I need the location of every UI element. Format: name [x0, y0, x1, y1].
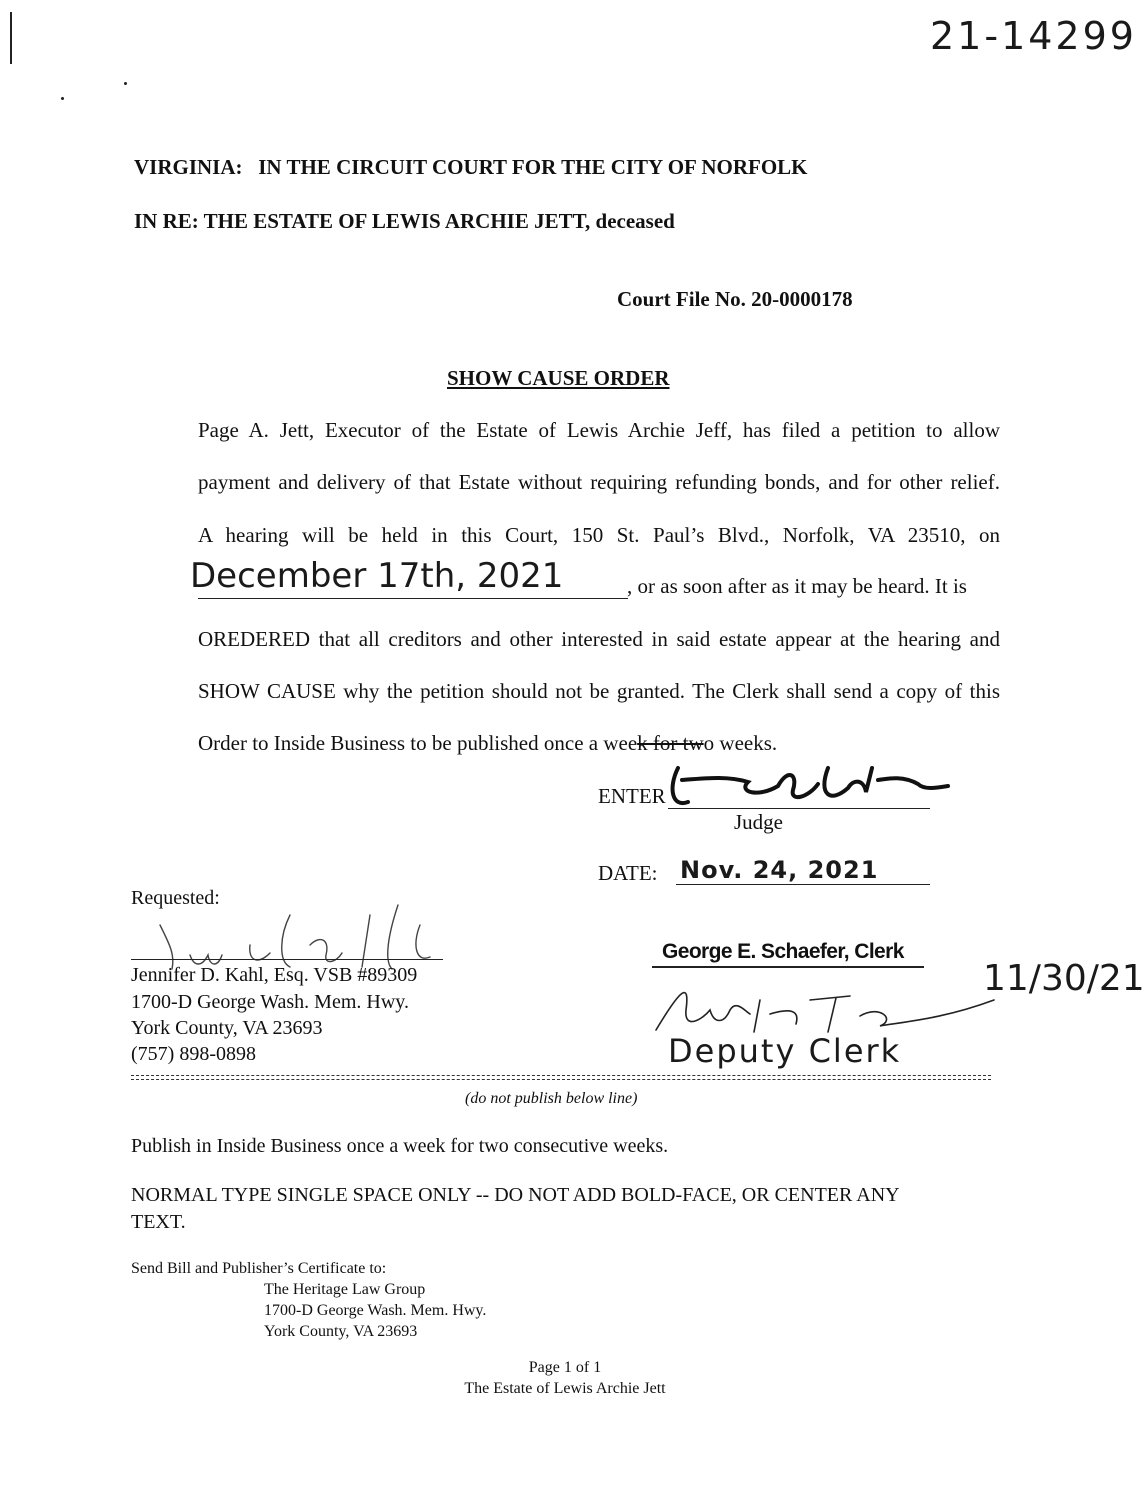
body-line-7 — [198, 731, 777, 756]
court-heading: VIRGINIA: IN THE CIRCUIT COURT FOR THE CITY OF NORFOLK — [134, 155, 808, 179]
enter-label: ENTER — [598, 784, 666, 808]
attorney-signature — [130, 895, 450, 975]
hearing-date-handwritten: December 17th, 2021 — [190, 556, 564, 596]
clerk-date-handwritten: 11/30/21 — [983, 958, 1145, 999]
body-line-1: Page A. Jett, Executor of the Estate of Lewis Archie Jeff, has filed a petition to allow — [198, 418, 1000, 442]
deputy-clerk-handwritten: Deputy Clerk — [668, 1032, 902, 1070]
date-line — [676, 884, 930, 885]
date-label: DATE: — [598, 861, 658, 885]
do-not-publish-note: (do not publish below line) — [465, 1090, 638, 1107]
type-instruction-1: NORMAL TYPE SINGLE SPACE ONLY -- DO NOT ADD BOLD-FACE, OR CENTER ANY — [131, 1184, 900, 1206]
type-instruction-2: TEXT. — [131, 1211, 186, 1233]
attorney-name: Jennifer D. Kahl, Esq. VSB #89309 — [131, 964, 418, 986]
attorney-signature-line — [131, 959, 443, 960]
attorney-address-1: 1700-D George Wash. Mem. Hwy. — [131, 991, 409, 1013]
scan-margin-line — [10, 12, 12, 64]
attorney-address-2: York County, VA 23693 — [131, 1017, 323, 1039]
clerk-stamp: George E. Schaefer, Clerk — [662, 940, 904, 963]
body-line-7-end: o weeks. — [703, 731, 778, 755]
judge-label: Judge — [734, 810, 783, 834]
page-number: Page 1 of 1 — [528, 1359, 602, 1376]
scan-speck — [124, 82, 127, 85]
hearing-date-blank — [198, 598, 628, 599]
estate-heading: IN RE: THE ESTATE OF LEWIS ARCHIE JETT, deceased — [134, 209, 675, 233]
judge-signature — [668, 758, 958, 818]
requested-label: Requested: — [131, 887, 220, 909]
signed-date-handwritten: Nov. 24, 2021 — [680, 856, 879, 884]
hearing-date-line — [190, 554, 1000, 604]
court-file-number: Court File No. 20-0000178 — [617, 287, 853, 311]
send-bill-address-1: 1700-D George Wash. Mem. Hwy. — [264, 1302, 487, 1319]
clerk-stamp-line — [652, 966, 924, 968]
deputy-clerk-signature — [650, 980, 1000, 1040]
send-bill-name: The Heritage Law Group — [264, 1281, 426, 1298]
footer-estate: The Estate of Lewis Archie Jett — [464, 1380, 666, 1397]
send-bill-address-2: York County, VA 23693 — [264, 1323, 418, 1340]
body-line-7-start: Order to Inside Business to be published once a wee — [198, 731, 638, 755]
body-line-3: A hearing will be held in this Court, 150 St. Paul’s Blvd., Norfolk, VA 23510, on — [198, 523, 1000, 547]
send-bill-label: Send Bill and Publisher’s Certificate to: — [131, 1260, 387, 1277]
body-line-6: SHOW CAUSE why the petition should not be granted. The Clerk shall send a copy of this — [198, 679, 1000, 703]
publish-instruction: Publish in Inside Business once a week for two consecutive weeks. — [131, 1135, 669, 1157]
body-line-5: OREDERED that all creditors and other interested in said estate appear at the hearing and — [198, 627, 1000, 651]
attorney-phone: (757) 898-0898 — [131, 1043, 256, 1065]
handwritten-case-number: 21-14299 — [930, 14, 1137, 58]
struck-text: k for tw — [637, 731, 704, 755]
body-line-4-rest: , or as soon after as it may be heard. It is — [627, 574, 967, 598]
scan-speck — [61, 97, 64, 100]
page-title: SHOW CAUSE ORDER — [447, 366, 670, 390]
publish-separator — [131, 1075, 991, 1080]
body-line-2: payment and delivery of that Estate without requiring refunding bonds, and for other relief. — [198, 470, 1000, 494]
judge-signature-line — [668, 808, 930, 809]
